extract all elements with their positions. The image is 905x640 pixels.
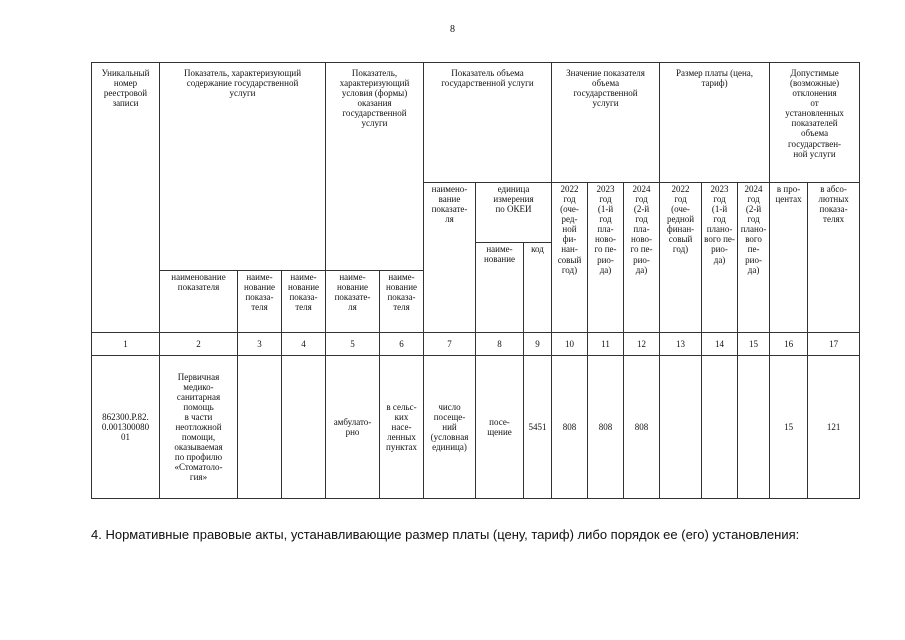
header-content-name-1: наименование показателя — [160, 271, 238, 333]
header-deviations: Допустимые (возможные) отклонения от установленных показателей объема государствен- ной услуги — [770, 63, 860, 183]
header-fee-2023: 2023 год (1-й год плано- вого пе- рио- да) — [702, 183, 738, 333]
column-number: 14 — [702, 333, 738, 356]
header-content-name-2: наиме- нование показа- теля — [238, 271, 282, 333]
column-number: 15 — [738, 333, 770, 356]
column-number: 13 — [660, 333, 702, 356]
cell-volume-indicator-name: число посеще- ний (условная единица) — [424, 356, 476, 499]
column-number: 11 — [588, 333, 624, 356]
header-conditions-indicator: Показатель, характеризующий условия (формы) оказания государственной услуги — [326, 63, 424, 271]
column-number: 17 — [808, 333, 860, 356]
column-number: 6 — [380, 333, 424, 356]
cell-value-2024: 808 — [624, 356, 660, 499]
table-row — [92, 356, 860, 499]
header-unit-okei: единица измерения по ОКЕИ — [476, 183, 552, 243]
header-value-2023: 2023 год (1-й год пла- ново- го пе- рио- да) — [588, 183, 624, 333]
column-number: 8 — [476, 333, 524, 356]
cell-conditions-form: амбулато- рно — [326, 356, 380, 499]
cell-conditions-location: в сельс- ких насе- ленных пунктах — [380, 356, 424, 499]
header-deviation-absolute: в абсо- лютных показа- телях — [808, 183, 860, 333]
header-unit-code: код — [524, 243, 552, 333]
header-volume-indicator: Показатель объема государственной услуги — [424, 63, 552, 183]
cell-registry-number: 862300.Р.82. 0.001300080 01 — [92, 356, 160, 499]
cell-content-indicator-2 — [238, 356, 282, 499]
column-number: 2 — [160, 333, 238, 356]
cell-value-2022: 808 — [552, 356, 588, 499]
header-deviation-percent: в про- центах — [770, 183, 808, 333]
section-heading: 4. Нормативные правовые акты, устанавливающие размер платы (цену, тариф) либо порядок ее (его) установления: — [91, 527, 800, 542]
column-numbers-row — [92, 333, 860, 356]
cell-content-indicator-3 — [282, 356, 326, 499]
header-volume-value: Значение показателя объема государственной услуги — [552, 63, 660, 183]
header-unit-name: наиме- нование — [476, 243, 524, 333]
header-indicator-name: наимено- вание показате- ля — [424, 183, 476, 333]
column-number: 16 — [770, 333, 808, 356]
column-number: 3 — [238, 333, 282, 356]
cell-fee-2023 — [702, 356, 738, 499]
column-number: 10 — [552, 333, 588, 356]
cell-content-indicator: Первичная медико- санитарная помощь в части неотложной помощи, оказываемая по профилю «Стоматоло- гия» — [160, 356, 238, 499]
column-number: 12 — [624, 333, 660, 356]
column-number: 4 — [282, 333, 326, 356]
header-conditions-name-1: наиме- нование показате- ля — [326, 271, 380, 333]
column-number: 5 — [326, 333, 380, 356]
cell-unit-code: 5451 — [524, 356, 552, 499]
header-fee-size: Размер платы (цена, тариф) — [660, 63, 770, 183]
header-value-2024: 2024 год (2-й год пла- ново- го пе- рио- да) — [624, 183, 660, 333]
cell-fee-2022 — [660, 356, 702, 499]
header-content-indicator: Показатель, характеризующий содержание государственной услуги — [160, 63, 326, 271]
cell-fee-2024 — [738, 356, 770, 499]
header-fee-2022: 2022 год (оче- редной финан- совый год) — [660, 183, 702, 333]
page-number: 8 — [450, 24, 455, 35]
header-content-name-3: наиме- нование показа- теля — [282, 271, 326, 333]
cell-deviation-absolute: 121 — [808, 356, 860, 499]
cell-value-2023: 808 — [588, 356, 624, 499]
header-fee-2024: 2024 год (2-й год плано- вого пе- рио- да) — [738, 183, 770, 333]
volume-indicators-table — [91, 62, 860, 499]
header-value-2022: 2022 год (оче- ред- ной фи- нан- совый год) — [552, 183, 588, 333]
header-unique-number: Уникальный номер реестровой записи — [92, 63, 160, 333]
column-number: 1 — [92, 333, 160, 356]
cell-deviation-percent: 15 — [770, 356, 808, 499]
column-number: 9 — [524, 333, 552, 356]
header-conditions-name-2: наиме- нование показа- теля — [380, 271, 424, 333]
column-number: 7 — [424, 333, 476, 356]
cell-unit-name: посе- щение — [476, 356, 524, 499]
